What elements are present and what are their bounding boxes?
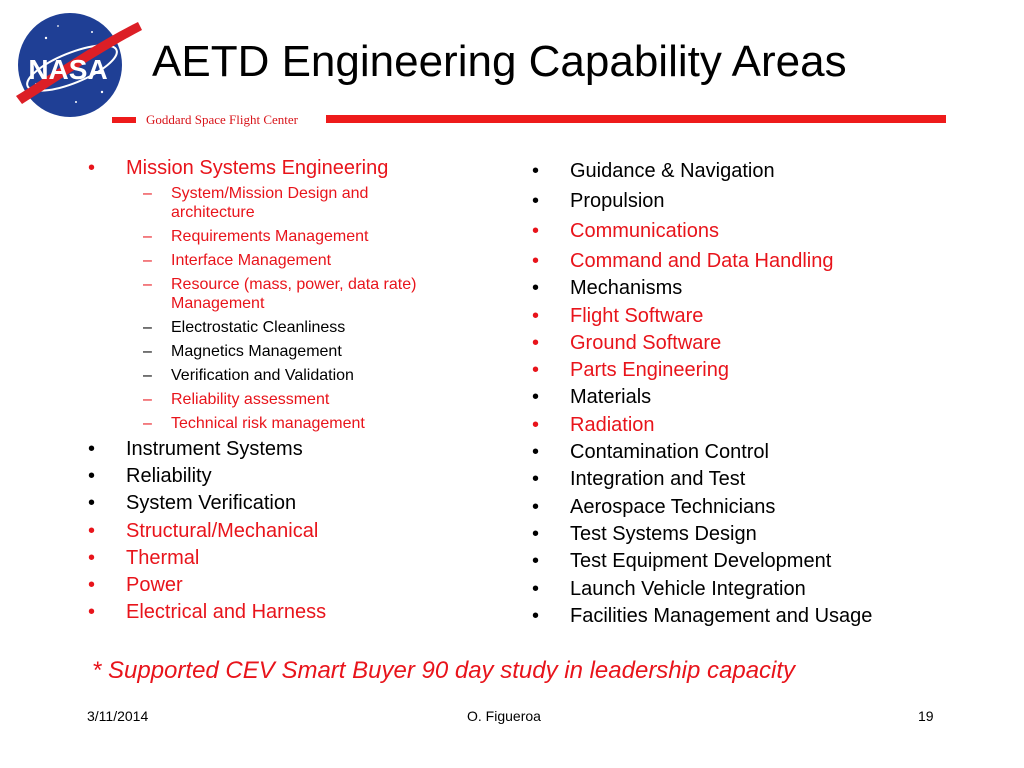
list-item: [532, 550, 832, 572]
sub-list-item: [143, 252, 332, 269]
bullet-marker: •: [532, 190, 540, 212]
list-item: [88, 574, 183, 596]
list-item-label: Ground Software: [570, 332, 722, 354]
list-item: [532, 359, 729, 381]
list-item-label: Contamination Control: [570, 441, 769, 463]
list-item: [532, 523, 757, 545]
list-item: [88, 492, 297, 514]
logo-wordmark: NASA: [28, 54, 108, 85]
sub-item-label: Reliability assessment: [171, 391, 330, 408]
bullet-marker: •: [532, 496, 540, 518]
dash-marker: –: [143, 391, 152, 408]
bullet-marker: •: [532, 160, 540, 182]
bullet-marker: •: [88, 492, 96, 514]
bullet-marker: •: [88, 547, 96, 569]
bullet-marker: •: [88, 438, 96, 460]
page-title: AETD Engineering Capability Areas: [152, 37, 847, 86]
sub-list-item: [143, 319, 346, 336]
list-item: [532, 160, 775, 182]
list-item: [532, 305, 704, 327]
list-item-label: Reliability: [126, 465, 212, 487]
sub-item-label: Interface Management: [171, 252, 332, 269]
sub-list-item: [143, 276, 417, 312]
list-item-label: Mechanisms: [570, 277, 683, 299]
red-bar-left: [112, 117, 136, 123]
list-item-label: Thermal: [126, 547, 200, 569]
list-item: [532, 468, 746, 490]
footer-author: O. Figueroa: [467, 708, 541, 724]
list-item: [532, 578, 806, 600]
list-item-label: Structural/Mechanical: [126, 520, 319, 542]
list-item-label: Parts Engineering: [570, 359, 729, 381]
bullet-marker: •: [532, 305, 540, 327]
bullet-marker: •: [532, 250, 540, 272]
list-item-label: Instrument Systems: [126, 438, 303, 460]
dash-marker: –: [143, 276, 152, 293]
list-item: [532, 605, 873, 627]
sub-item-label-continued: architecture: [171, 204, 255, 221]
sub-list-item: [143, 391, 330, 408]
bullet-marker: •: [88, 574, 96, 596]
list-item-label: Launch Vehicle Integration: [570, 578, 806, 600]
bullet-marker: •: [88, 465, 96, 487]
bullet-marker: •: [88, 157, 96, 179]
sub-item-label: Technical risk management: [171, 415, 365, 432]
dash-marker: –: [143, 367, 152, 384]
sub-item-label: Magnetics Management: [171, 343, 342, 360]
dash-marker: –: [143, 185, 152, 202]
sub-item-label: Requirements Management: [171, 228, 369, 245]
list-item: [532, 414, 655, 436]
list-item-label: Test Equipment Development: [570, 550, 832, 572]
list-item-label: Command and Data Handling: [570, 250, 834, 272]
dash-marker: –: [143, 228, 152, 245]
list-item-label: Mission Systems Engineering: [126, 157, 389, 179]
center-name: Goddard Space Flight Center: [146, 112, 298, 127]
list-item: [532, 220, 719, 242]
list-item: [88, 520, 319, 542]
bullet-marker: •: [532, 359, 540, 381]
bullet-marker: •: [532, 468, 540, 490]
list-item-label: Electrical and Harness: [126, 601, 327, 623]
list-item-label: Integration and Test: [570, 468, 746, 490]
list-item: [88, 465, 212, 487]
bullet-marker: •: [532, 386, 540, 408]
bullet-marker: •: [532, 441, 540, 463]
nasa-logo: [6, 8, 142, 118]
list-item: [532, 190, 665, 212]
bullet-marker: •: [532, 220, 540, 242]
dash-marker: –: [143, 252, 152, 269]
list-item: [532, 332, 722, 354]
list-item-label: Guidance & Navigation: [570, 160, 775, 182]
list-item-label: Flight Software: [570, 305, 704, 327]
list-item-label: Materials: [570, 386, 652, 408]
bullet-marker: •: [88, 520, 96, 542]
list-item-label: Test Systems Design: [570, 523, 757, 545]
bullet-marker: •: [532, 578, 540, 600]
bullet-marker: •: [532, 332, 540, 354]
sub-list-item: [143, 228, 369, 245]
sub-list-item: [143, 367, 354, 384]
list-item: [532, 441, 769, 463]
list-item: [88, 547, 200, 569]
list-item-label: Communications: [570, 220, 719, 242]
list-item-label: Aerospace Technicians: [570, 496, 776, 518]
list-item-label: Power: [126, 574, 183, 596]
footer-date: 3/11/2014: [87, 708, 149, 724]
sub-item-label: Verification and Validation: [171, 367, 354, 384]
bullet-marker: •: [88, 601, 96, 623]
list-item: [532, 277, 683, 299]
bullet-marker: •: [532, 414, 540, 436]
sub-list-item: [143, 343, 342, 360]
sub-item-label: System/Mission Design and: [171, 185, 369, 202]
list-item: [532, 386, 652, 408]
list-item-label: Propulsion: [570, 190, 665, 212]
bullet-marker: •: [532, 277, 540, 299]
sub-list-item: [143, 185, 369, 221]
list-item: [532, 496, 776, 518]
sub-item-label: Resource (mass, power, data rate): [171, 276, 417, 293]
sub-item-label: Electrostatic Cleanliness: [171, 319, 346, 336]
list-item: [88, 438, 303, 460]
list-item-label: Radiation: [570, 414, 655, 436]
list-item-label: System Verification: [126, 492, 297, 514]
bullet-marker: •: [532, 605, 540, 627]
sub-list-item: [143, 415, 365, 432]
dash-marker: –: [143, 343, 152, 360]
list-item: [532, 250, 834, 272]
list-item: [88, 157, 389, 179]
list-item-label: Facilities Management and Usage: [570, 605, 873, 627]
dash-marker: –: [143, 415, 152, 432]
bullet-marker: •: [532, 523, 540, 545]
red-bar-right: [326, 115, 946, 123]
dash-marker: –: [143, 319, 152, 336]
sub-item-label-continued: Management: [171, 295, 265, 312]
footer-page-number: 19: [918, 708, 934, 724]
footnote: * Supported CEV Smart Buyer 90 day study in leadership capacity: [92, 657, 796, 684]
bullet-marker: •: [532, 550, 540, 572]
list-item: [88, 601, 327, 623]
